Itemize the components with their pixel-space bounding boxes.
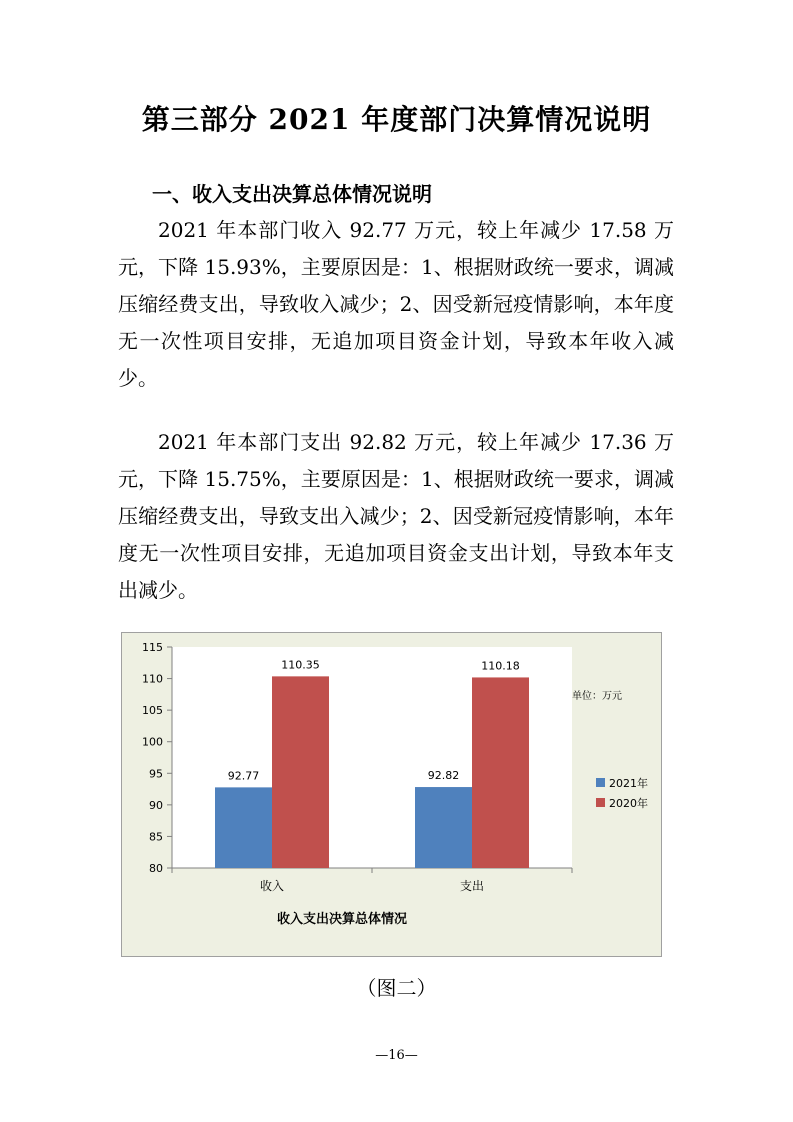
page-number: —16— — [375, 1048, 418, 1063]
paragraph-expenditure: 2021 年本部门支出 92.82 万元，较上年减少 17.36 万元，下降 15.75%，主要原因是：1、根据财政统一要求，调减压缩经费支出，导致支出入减少；2、因受新冠疫情影响，本年度无一次性项目安排，无追加项目资金支出计划，导致本年支出减少。 — [118, 430, 674, 602]
income-expenditure-chart — [121, 632, 662, 957]
legend-swatch — [596, 798, 605, 807]
y-tick-label: 115 — [142, 641, 163, 654]
chart-svg — [122, 633, 663, 958]
y-tick-label: 80 — [149, 862, 163, 875]
unit-label: 单位：万元 — [572, 691, 622, 702]
page-title: 第三部分 2021 年度部门决算情况说明 — [141, 103, 652, 136]
legend-label: 2021年 — [609, 777, 648, 790]
bar-2020 — [272, 676, 329, 868]
section-heading: 一、收入支出决算总体情况说明 — [152, 182, 432, 206]
data-label: 110.35 — [281, 658, 320, 672]
y-tick-label: 85 — [149, 830, 163, 844]
bar-2021 — [415, 787, 472, 868]
paragraph-income: 2021 年本部门收入 92.77 万元，较上年减少 17.58 万元，下降 15.93%，主要原因是：1、根据财政统一要求，调减压缩经费支出，导致收入减少；2、因受新冠疫情影响，本年度无一次性项目安排，无追加项目资金计划，导致本年收入减少。 — [118, 218, 674, 390]
data-label: 92.82 — [427, 769, 460, 783]
data-label: 110.18 — [481, 659, 520, 673]
bar-2021 — [215, 787, 272, 868]
y-tick-label: 105 — [142, 704, 163, 718]
y-tick-label: 110 — [142, 672, 163, 686]
y-tick-label: 95 — [149, 767, 163, 781]
y-tick-label: 100 — [142, 735, 163, 749]
legend-label: 2020年 — [609, 797, 648, 810]
bar-2020 — [472, 677, 529, 868]
data-label: 92.77 — [227, 769, 260, 783]
legend-swatch — [596, 778, 605, 787]
x-tick-label: 收入 — [259, 879, 285, 893]
x-tick-label: 支出 — [459, 879, 485, 893]
y-tick-label: 90 — [149, 798, 163, 812]
figure-caption: （图二） — [356, 976, 437, 1000]
chart-title: 收入支出决算总体情况 — [276, 912, 408, 927]
